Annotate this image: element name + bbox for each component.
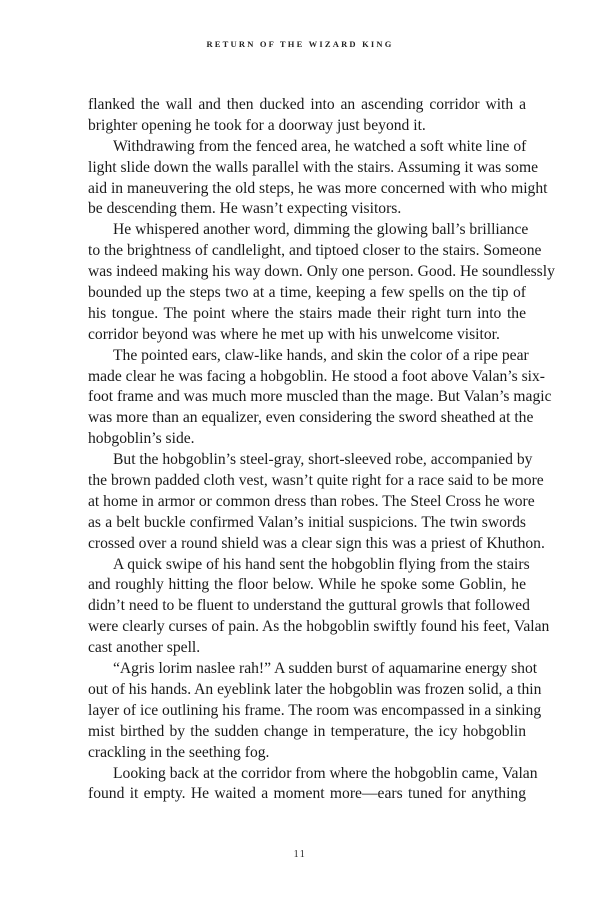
- paragraph: [88, 450, 545, 554]
- text-line: found it empty. He waited a moment more—ears tuned for anything: [88, 785, 526, 803]
- text-line: A quick swipe of his hand sent the hobgoblin flying from the stairs: [113, 555, 530, 573]
- paragraph: [88, 555, 550, 659]
- running-head: RETURN OF THE WIZARD KING: [206, 39, 394, 49]
- text-line: light slide down the walls parallel with the stairs. Assuming it was some: [88, 158, 539, 176]
- text-line: to the brightness of candlelight, and tiptoed closer to the stairs. Someone: [88, 242, 542, 260]
- text-line: mist birthed by the sudden change in temperature, the icy hobgoblin: [88, 722, 526, 740]
- text-line: The pointed ears, claw-like hands, and skin the color of a ripe pear: [113, 346, 529, 364]
- text-line: cast another spell.: [88, 639, 201, 657]
- text-line: bounded up the steps two at a time, keeping a few spells on the tip of: [88, 284, 526, 302]
- text-line: out of his hands. An eyeblink later the hobgoblin was frozen solid, a thin: [88, 680, 542, 698]
- text-line: foot frame and was much more muscled than the mage. But Valan’s magic: [88, 388, 552, 406]
- text-line: hobgoblin’s side.: [88, 430, 195, 448]
- paragraph: [88, 659, 542, 763]
- text-line: flanked the wall and then ducked into an ascending corridor with a: [88, 96, 526, 113]
- text-line: made clear he was facing a hobgoblin. He stood a foot above Valan’s six-: [88, 367, 545, 385]
- text-line: Looking back at the corridor from where the hobgoblin came, Valan: [113, 764, 538, 782]
- text-line: the brown padded cloth vest, wasn’t quite right for a race said to be more: [88, 472, 544, 490]
- paragraph: [88, 95, 526, 137]
- text-line: be descending them. He wasn’t expecting visitors.: [88, 200, 402, 218]
- text-line: were clearly curses of pain. As the hobgoblin swiftly found his feet, Valan: [88, 618, 550, 636]
- text-line: was more than an equalizer, even considering the sword sheathed at the: [88, 409, 534, 427]
- text-line: crackling in the seething fog.: [88, 743, 270, 761]
- paragraph: [88, 346, 552, 450]
- text-line: as a belt buckle confirmed Valan’s initial suspicions. The twin swords: [88, 513, 526, 531]
- text-line: Withdrawing from the fenced area, he watched a soft white line of: [113, 137, 527, 155]
- text-line: at home in armor or common dress than robes. The Steel Cross he wore: [88, 492, 535, 510]
- paragraph: [88, 137, 548, 221]
- text-line: and roughly hitting the floor below. While he spoke some Goblin, he: [88, 576, 526, 594]
- text-line: “Agris lorim naslee rah!” A sudden burst of aquamarine energy shot: [113, 660, 538, 678]
- text-line: didn’t need to be fluent to understand the guttural growls that followed: [88, 597, 530, 615]
- body-text: [88, 95, 555, 805]
- paragraph: [88, 220, 555, 345]
- text-line: But the hobgoblin’s steel-gray, short-sleeved robe, accompanied by: [113, 451, 533, 469]
- page-number: 11: [293, 849, 307, 860]
- text-line: was indeed making his way down. Only one person. Good. He soundlessly: [88, 263, 555, 281]
- text-line: brighter opening he took for a doorway just beyond it.: [88, 116, 426, 134]
- text-line: He whispered another word, dimming the glowing ball’s brilliance: [113, 221, 529, 239]
- text-line: layer of ice outlining his frame. The room was encompassed in a sinking: [88, 701, 542, 719]
- paragraph: [88, 764, 538, 806]
- text-line: corridor beyond was where he met up with his unwelcome visitor.: [88, 325, 500, 343]
- text-line: crossed over a round shield was a clear sign this was a priest of Khuthon.: [88, 534, 545, 552]
- text-line: aid in maneuvering the old steps, he was more concerned with who might: [88, 179, 548, 197]
- text-line: his tongue. The point where the stairs made their right turn into the: [88, 304, 526, 322]
